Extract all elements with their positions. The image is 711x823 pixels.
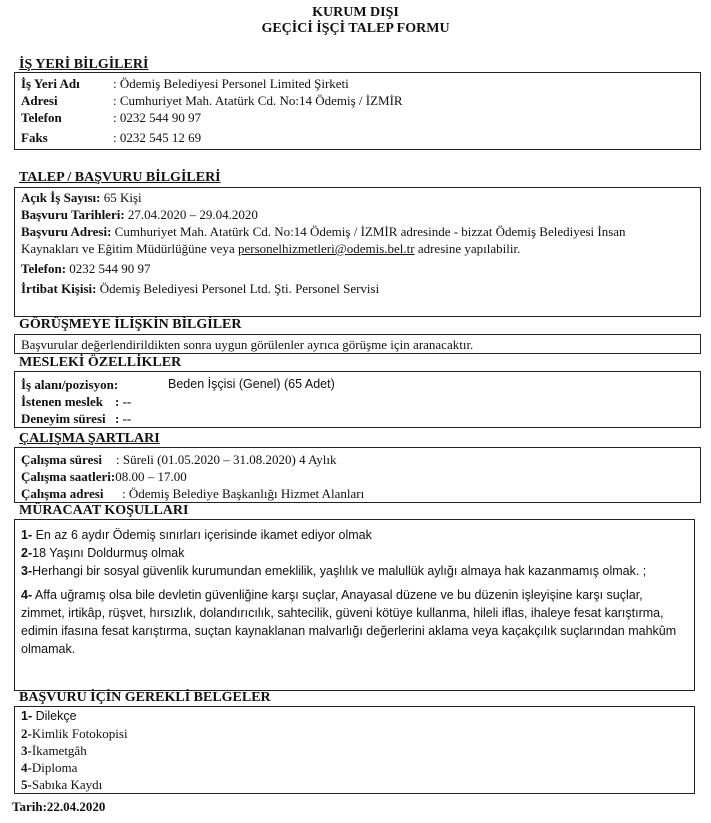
- request-open-jobs-label: Açık İş Sayısı:: [21, 190, 101, 205]
- document-item-4-text: Diploma: [31, 760, 78, 775]
- document-item-3-text: İkametgâh: [31, 743, 87, 758]
- application-item-1-num: 1-: [21, 528, 33, 542]
- request-address: [21, 223, 696, 257]
- application-box: [14, 519, 695, 691]
- application-item-1: [21, 526, 686, 544]
- application-item-2: [21, 544, 686, 562]
- document-item-5-num: 5-: [21, 777, 32, 792]
- document-item-2-num: 2-: [21, 726, 32, 741]
- experience-label: Deneyim süresi: [21, 411, 106, 426]
- workplace-heading: İŞ YERİ BİLGİLERİ: [19, 57, 149, 72]
- interview-text: Başvurular değerlendirildikten sonra uygun görülenler ayrıca görüşme için aranacaktır.: [21, 337, 474, 352]
- position-value: Beden İşçisi (Genel) (65 Adet): [168, 377, 335, 391]
- hours-value: 08.00 – 17.00: [115, 469, 187, 484]
- request-address-text-1: Cumhuriyet Mah. Atatürk Cd. No:14 Ödemiş / İZMİR adresinde - bizzat Ödemiş Belediyesi İnsan Kaynakları ve Eğitim Müdürlüğüne veya: [21, 224, 626, 256]
- request-phone-label: Telefon:: [21, 261, 67, 276]
- profession-label: İstenen meslek: [21, 394, 103, 409]
- hours-label: Çalışma saatleri:: [21, 469, 116, 484]
- duration-value: : Süreli (01.05.2020 – 31.08.2020) 4 Aylık: [116, 452, 337, 467]
- document-item-1-text: Dilekçe: [32, 709, 77, 723]
- documents-box: [14, 706, 695, 794]
- application-heading: MÜRACAAT KOŞULLARI: [19, 503, 189, 518]
- workplace-address-value: : Cumhuriyet Mah. Atatürk Cd. No:14 Ödemiş / İZMİR: [113, 93, 403, 108]
- conditions-box: [14, 447, 701, 503]
- request-heading: TALEP / BAŞVURU BİLGİLERİ: [19, 170, 221, 185]
- documents-heading: BAŞVURU İÇİN GEREKLİ BELGELER: [19, 690, 271, 705]
- workplace-phone-value: : 0232 544 90 97: [113, 110, 202, 125]
- application-item-3: [21, 562, 686, 580]
- application-item-4-text: Affa uğramış olsa bile devletin güvenliğine karşı suçlar, Anayasal düzene ve bu düzenin işleyişine karşı suçlar, zimmet, irtikâp, rüşvet, hırsızlık, dolandırıcılık, sahtecilik, güveni kötüye kullanma, hileli iflas, ihaleye fesat karıştırma, edimin ifasına fesat karıştırma, suçtan kaynaklanan malvarlığı değerlerini aklama veya kaçakçılık suçlarından mahkûm olmamak.: [21, 588, 677, 656]
- form-title-line1: KURUM DIŞI: [312, 5, 399, 20]
- request-contact-value: Ödemiş Belediyesi Personel Ltd. Şti. Personel Servisi: [96, 281, 380, 296]
- document-item-2-text: Kimlik Fotokopisi: [31, 726, 128, 741]
- document-item-4: [21, 759, 690, 776]
- document-item-5: [21, 776, 690, 793]
- position-label: İş alanı/pozisyon:: [21, 377, 119, 392]
- document-item-3: [21, 742, 690, 759]
- request-open-jobs: [21, 189, 696, 206]
- document-item-3-num: 3-: [21, 743, 32, 758]
- form-date: Tarih:22.04.2020: [12, 799, 106, 814]
- request-contact: [21, 280, 696, 297]
- request-phone-value: 0232 544 90 97: [66, 261, 151, 276]
- workplace-address-label: Adresi: [21, 93, 58, 108]
- request-address-text-2: adresine yapılabilir.: [414, 241, 521, 256]
- request-dates: [21, 206, 696, 223]
- document-item-4-num: 4-: [21, 760, 32, 775]
- request-phone: [21, 260, 696, 277]
- request-dates-label: Başvuru Tarihleri:: [21, 207, 125, 222]
- conditions-heading: ÇALIŞMA ŞARTLARI: [19, 431, 160, 446]
- application-item-2-text: 18 Yaşını Doldurmuş olmak: [32, 546, 185, 560]
- profession-value: : --: [115, 394, 132, 409]
- application-item-3-num: 3-: [21, 564, 33, 578]
- workplace-name-label: İş Yeri Adı: [21, 76, 80, 91]
- workplace-phone-label: Telefon: [21, 110, 62, 125]
- request-address-label: Başvuru Adresi:: [21, 224, 112, 239]
- request-email-link[interactable]: personelhizmetleri@odemis.bel.tr: [237, 241, 415, 256]
- document-item-2: [21, 725, 690, 742]
- professional-box: [14, 371, 701, 428]
- duration-label: Çalışma süresi: [21, 452, 103, 467]
- form-title-line2: GEÇİCİ İŞÇİ TALEP FORMU: [261, 21, 450, 36]
- request-box: [14, 187, 701, 317]
- workplace-fax-label: Faks: [21, 130, 48, 145]
- interview-heading: GÖRÜŞMEYE İLİŞKİN BİLGİLER: [19, 317, 242, 332]
- work-address-value: : Ödemiş Belediye Başkanlığı Hizmet Alanları: [122, 486, 365, 501]
- application-item-3-text: Herhangi bir sosyal güvenlik kurumundan emeklilik, yaşlılık ve malullük aylığı almaya hak kazanmamış olmak. ;: [32, 564, 647, 578]
- request-contact-label: İrtibat Kişisi:: [21, 281, 97, 296]
- interview-box: [14, 334, 701, 354]
- request-open-jobs-value: 65 Kişi: [100, 190, 142, 205]
- application-item-1-text: En az 6 aydır Ödemiş sınırları içerisinde ikamet ediyor olmak: [32, 528, 372, 542]
- workplace-fax-value: : 0232 545 12 69: [113, 130, 202, 145]
- experience-value: : --: [115, 411, 132, 426]
- application-item-2-num: 2-: [21, 546, 33, 560]
- document-item-5-text: Sabıka Kaydı: [31, 777, 103, 792]
- document-item-1-num: 1-: [21, 709, 33, 723]
- document-item-1: [21, 708, 690, 725]
- application-item-4: [21, 586, 686, 658]
- professional-heading: MESLEKİ ÖZELLİKLER: [19, 355, 182, 370]
- application-item-4-num: 4-: [21, 588, 33, 602]
- workplace-name-value: : Ödemiş Belediyesi Personel Limited Şirketi: [113, 76, 349, 91]
- request-dates-value: 27.04.2020 – 29.04.2020: [124, 207, 258, 222]
- workplace-box: [14, 72, 701, 150]
- work-address-label: Çalışma adresi: [21, 486, 104, 501]
